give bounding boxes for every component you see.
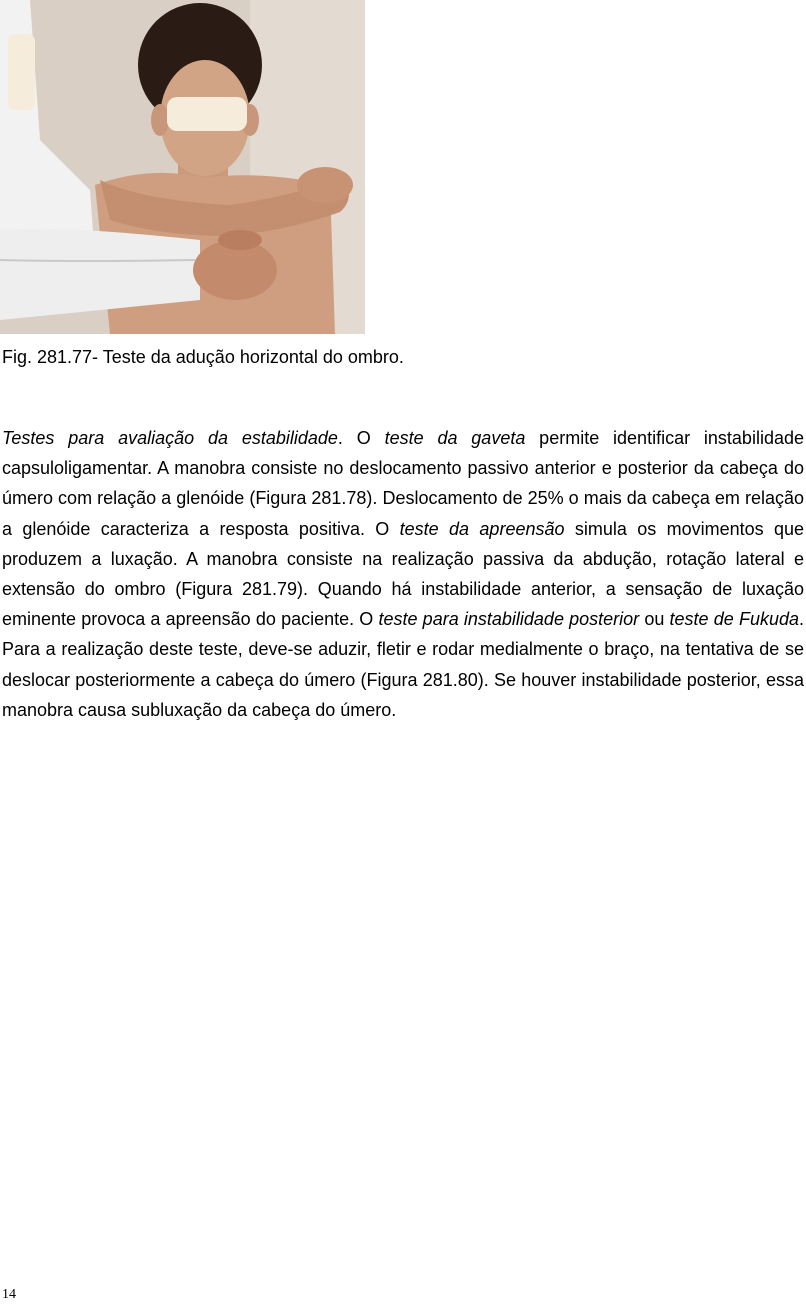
figure-caption: Fig. 281.77- Teste da adução horizontal do ombro. <box>2 347 404 367</box>
text-run: simula os movimentos que produzem a luxação. A manobra consiste na realização passiva da abdução, rotação lateral e extensão do ombro (Figura 281.79). Quando há instabilidade anterior, a sensação de luxação eminente provoca a apreensão do paciente. O <box>2 518 805 630</box>
term-instabilidade-posterior: teste para instabilidade posterior <box>378 609 640 630</box>
term-teste-gaveta: teste da gaveta <box>384 428 526 448</box>
term-teste-apreensao: teste da apreensão <box>399 518 565 539</box>
term-teste-fukuda: teste de Fukuda <box>669 609 799 630</box>
page-number: 14 <box>2 1287 16 1302</box>
text-run: . O <box>337 428 385 448</box>
text-run: . Para a realização deste teste, deve-se aduzir, fletir e rodar medialmente o braço, na tentativa de se deslocar posteriormente a cabeça do úmero (Figura 281.80). Se houver instabilidade posterior, essa manobra causa subluxação da cabeça do úmero. <box>2 609 804 720</box>
section-heading: Testes para avaliação da estabilidade <box>2 428 338 448</box>
photo-illustration <box>0 0 365 334</box>
clinical-photo <box>0 0 365 334</box>
body-paragraph <box>2 423 804 725</box>
text-run: ou <box>639 609 670 630</box>
text-run: permite identificar instabilidade capsuloligamentar. A manobra consiste no deslocamento passivo anterior e posterior da cabeça do úmero com relação a glenóide (Figura 281.78). Deslocamento de 25% o mais da cabeça em relação a glenóide caracteriza a resposta positiva. O <box>2 428 804 539</box>
